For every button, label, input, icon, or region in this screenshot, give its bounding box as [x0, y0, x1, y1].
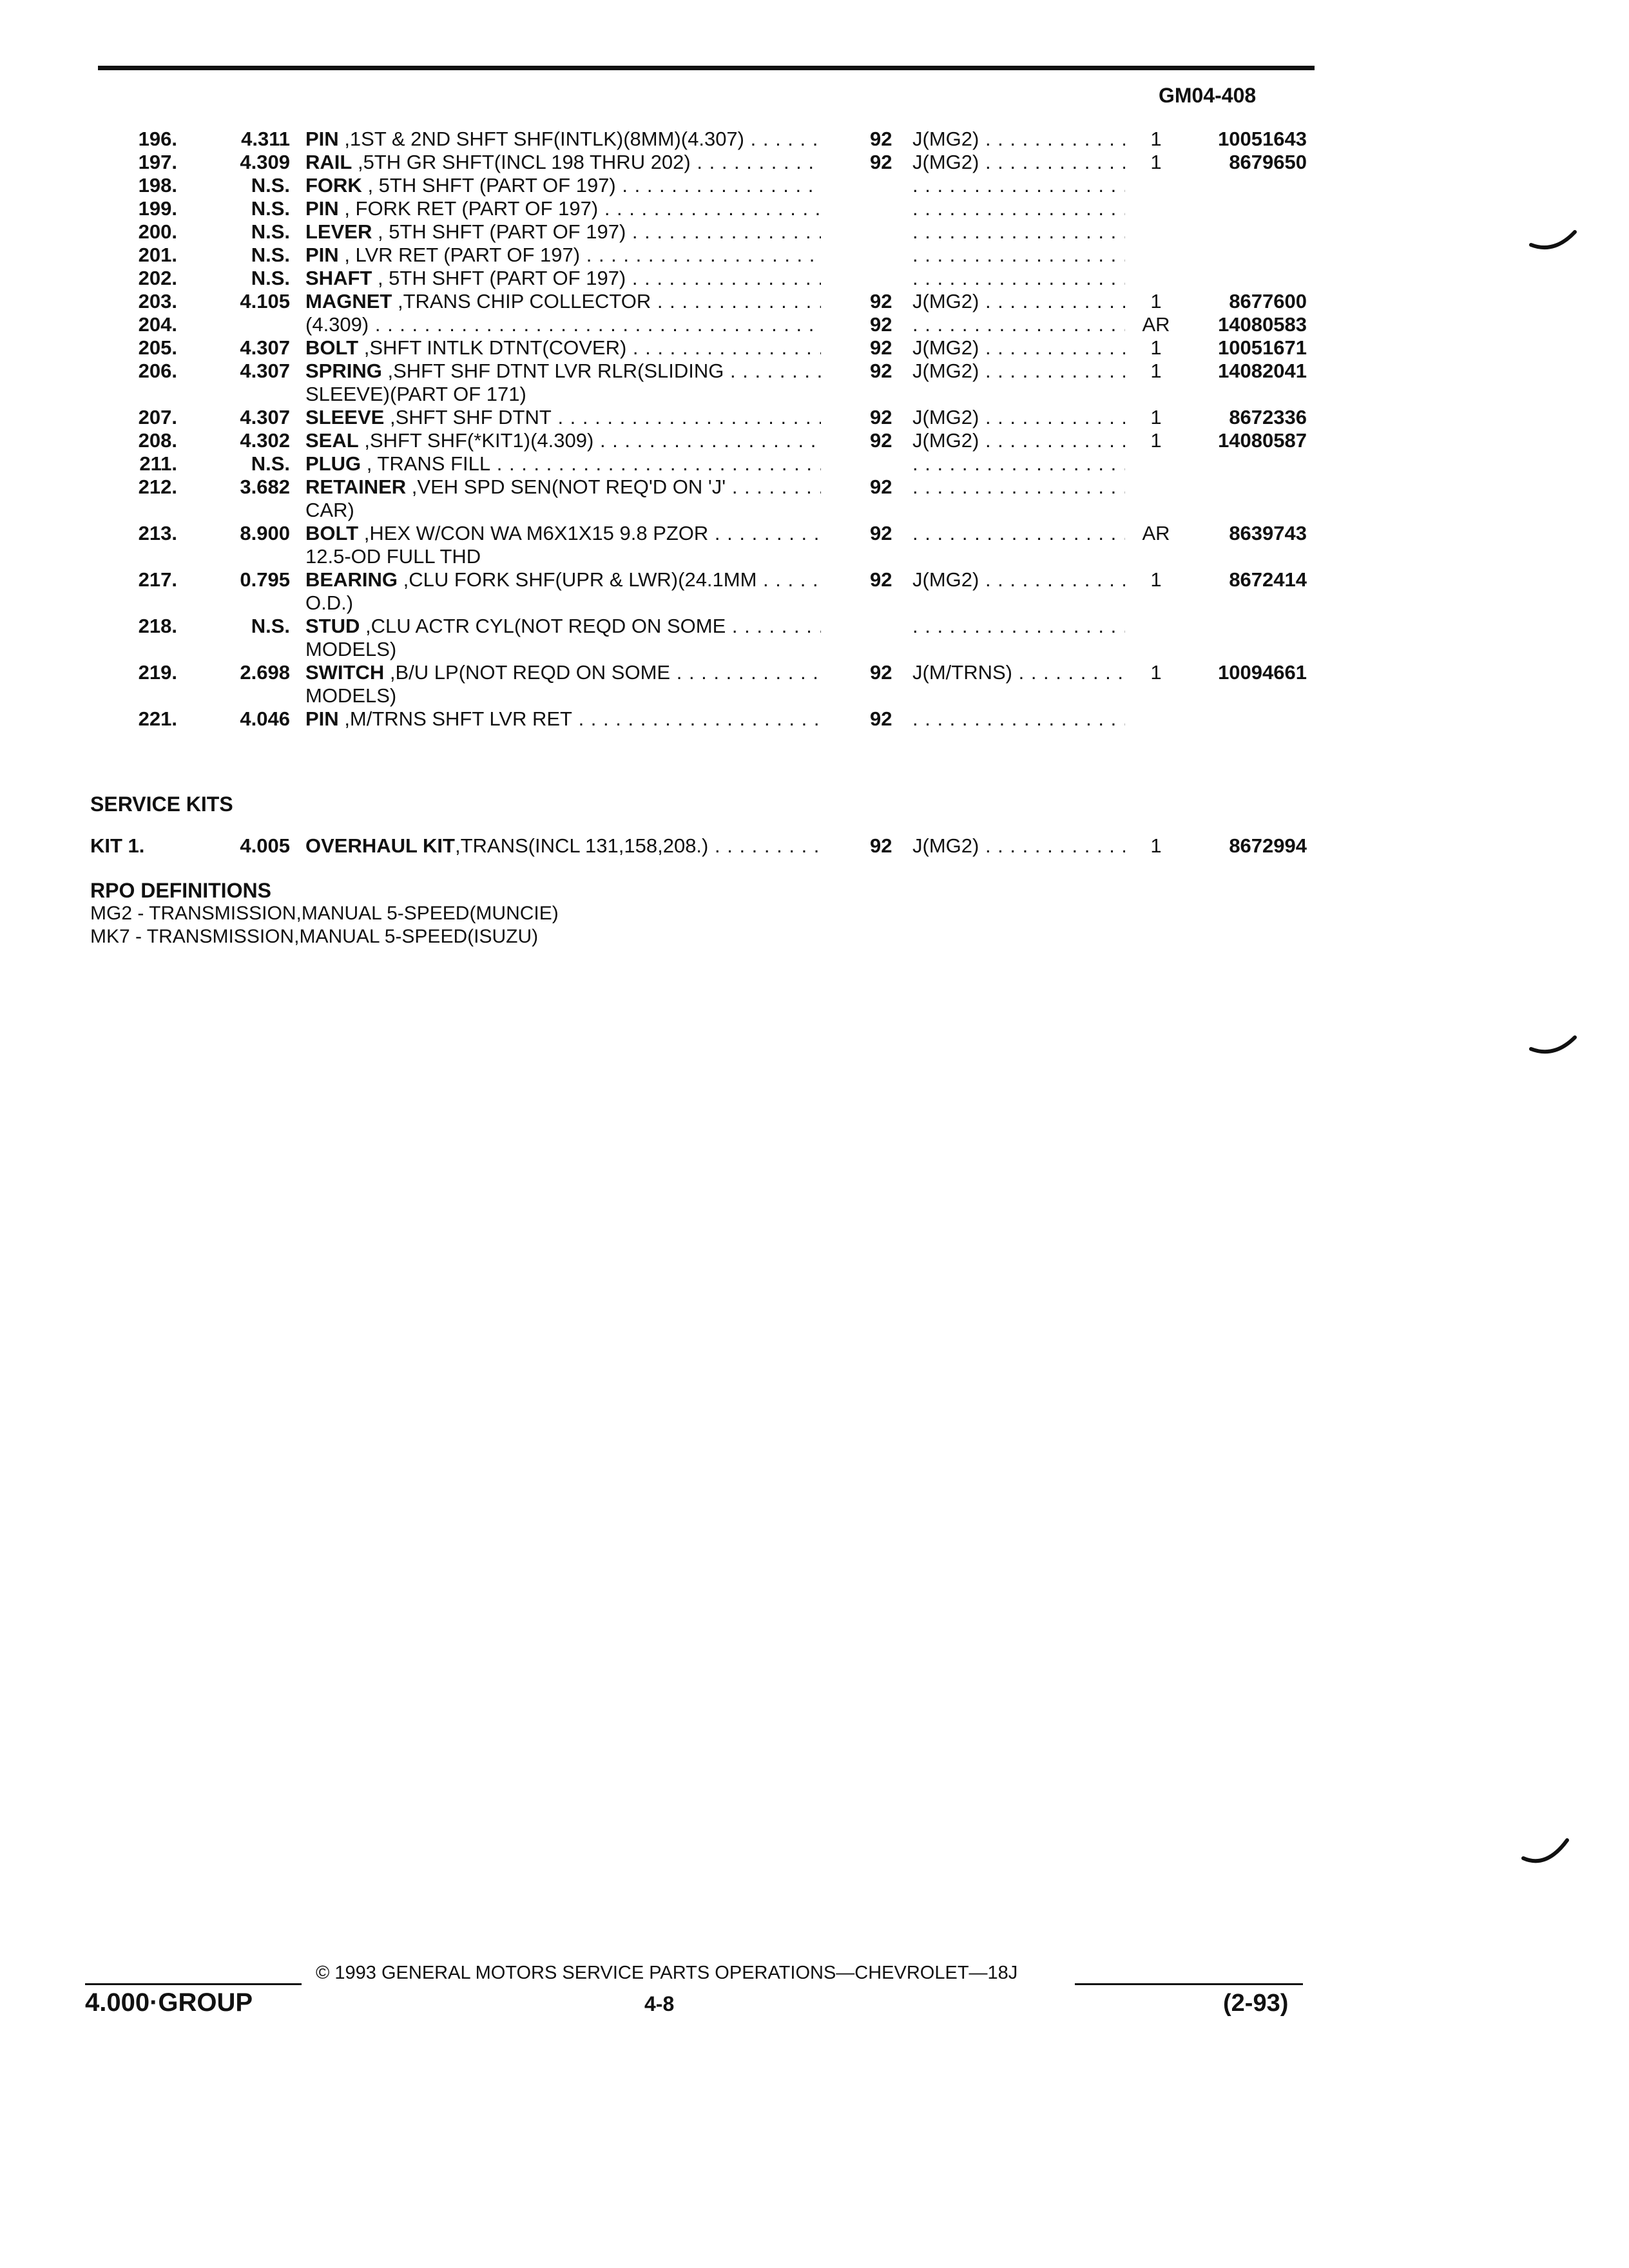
parts-row: [0, 290, 1353, 313]
quantity: AR: [1142, 313, 1170, 336]
model-year: 92: [870, 429, 892, 452]
part-name: PIN: [305, 707, 339, 730]
part-description: [305, 151, 821, 174]
model-year: 92: [870, 661, 892, 684]
model-code: [912, 522, 1125, 545]
parts-row: [0, 707, 1353, 731]
group-number: N.S.: [251, 174, 290, 197]
group-number: N.S.: [251, 220, 290, 243]
part-description: [305, 522, 821, 568]
group-number: 4.307: [240, 360, 290, 382]
part-description: [305, 568, 821, 615]
part-name: BOLT: [305, 336, 359, 359]
item-number: 196.: [138, 128, 177, 150]
part-desc-text: ,SHFT SHF DTNT: [389, 406, 552, 428]
model-code: J(MG2) . . .: [912, 429, 1125, 452]
model-code: J(MG2) . . .: [912, 128, 1125, 151]
part-desc-text: ,HEX W/CON WA M6X1X15 9.8 PZOR: [363, 522, 709, 544]
part-desc-text: (4.309): [305, 313, 369, 336]
group-number: N.S.: [251, 244, 290, 266]
group-number: 4.311: [241, 128, 290, 150]
part-desc-continuation: MODELS): [305, 684, 397, 707]
item-number: 202.: [138, 267, 177, 289]
quantity: 1: [1150, 568, 1162, 591]
kit-group-number: 4.005: [240, 834, 290, 857]
parts-row: [0, 429, 1353, 452]
kit-part-number: 8672994: [1229, 834, 1307, 857]
quantity: 1: [1150, 406, 1162, 428]
part-name: PIN: [305, 128, 339, 150]
model-code: [912, 452, 1125, 476]
part-desc-text: ,CLU ACTR CYL(NOT REQD ON SOME: [365, 615, 726, 637]
part-number: 14080583: [1218, 313, 1307, 336]
group-number: 4.046: [240, 707, 290, 730]
part-name: BEARING: [305, 568, 398, 591]
group-number: N.S.: [251, 615, 290, 637]
part-desc-text: ,CLU FORK SHF(UPR & LWR)(24.1MM: [403, 568, 757, 591]
model-code: [912, 220, 1125, 244]
part-description: [305, 267, 821, 290]
page-number: 4-8: [644, 1992, 675, 2015]
quantity: 1: [1150, 360, 1162, 382]
group-number: 4.307: [240, 336, 290, 359]
part-name: PLUG: [305, 452, 361, 475]
group-number: N.S.: [251, 267, 290, 289]
part-description: [305, 290, 821, 313]
item-number: 213.: [138, 522, 177, 544]
part-number: 8677600: [1229, 290, 1307, 312]
part-description: [305, 406, 821, 429]
part-description: [305, 360, 821, 406]
model-year: 92: [870, 406, 892, 428]
document-code: GM04-408: [1159, 84, 1257, 107]
part-name: PIN: [305, 197, 339, 220]
parts-row: [0, 313, 1353, 336]
part-number: 10051643: [1218, 128, 1307, 150]
parts-row: [0, 128, 1353, 151]
parts-row: [0, 220, 1353, 244]
model-code: [912, 313, 1125, 336]
part-description: [305, 220, 821, 244]
model-code: [912, 707, 1125, 731]
model-year: 92: [870, 568, 892, 591]
part-description: [305, 174, 821, 197]
model-code: J(MG2) . . .: [912, 360, 1125, 383]
part-desc-continuation: CAR): [305, 499, 354, 521]
part-desc-text: ,5TH GR SHFT(INCL 198 THRU 202): [357, 151, 691, 173]
part-desc-continuation: MODELS): [305, 638, 397, 660]
part-name: RAIL: [305, 151, 352, 173]
top-rule: [98, 66, 1315, 70]
part-name: SHAFT: [305, 267, 372, 289]
part-description: [305, 313, 821, 336]
model-code: J(MG2) . . .: [912, 406, 1125, 429]
part-desc-continuation: SLEEVE)(PART OF 171): [305, 383, 526, 405]
model-year: 92: [870, 707, 892, 730]
part-description: [305, 244, 821, 267]
item-number: 207.: [138, 406, 177, 428]
part-name: RETAINER: [305, 476, 407, 498]
part-desc-text: ,VEH SPD SEN(NOT REQ'D ON 'J': [411, 476, 726, 498]
part-name: SEAL: [305, 429, 359, 452]
group-number: N.S.: [251, 197, 290, 220]
part-name: PIN: [305, 244, 339, 266]
part-desc-text: , 5TH SHFT (PART OF 197): [367, 174, 616, 197]
model-year: 92: [870, 522, 892, 544]
item-number: 201.: [138, 244, 177, 266]
part-description: [305, 429, 821, 452]
model-code: [912, 615, 1125, 638]
parts-row: [0, 336, 1353, 360]
kit-label: KIT 1.: [90, 834, 145, 857]
item-number: 221.: [138, 707, 177, 730]
parts-row: [0, 568, 1353, 615]
kit-model: J(MG2) . . .: [912, 834, 1125, 858]
group-label: 4.000·GROUP: [85, 1988, 253, 2017]
parts-row: [0, 244, 1353, 267]
quantity: 1: [1150, 290, 1162, 312]
parts-row: [0, 452, 1353, 476]
part-number: 10094661: [1218, 661, 1307, 684]
parts-row: [0, 522, 1353, 568]
revision-date: (2-93): [1223, 1990, 1289, 2017]
model-year: 92: [870, 476, 892, 498]
rpo-definitions: [90, 902, 559, 948]
model-code: [912, 267, 1125, 290]
item-number: 198.: [138, 174, 177, 197]
item-number: 205.: [138, 336, 177, 359]
part-name: MAGNET: [305, 290, 392, 312]
group-number: N.S.: [251, 452, 290, 475]
parts-row: [0, 360, 1353, 406]
model-code: [912, 476, 1125, 499]
part-desc-text: , TRANS FILL: [366, 452, 491, 475]
part-name: SPRING: [305, 360, 382, 382]
parts-row: [0, 661, 1353, 707]
model-code: J(MG2) . . .: [912, 290, 1125, 313]
kit-description: [305, 834, 821, 858]
parts-row: [0, 476, 1353, 522]
quantity: 1: [1150, 661, 1162, 684]
part-description: [305, 615, 821, 661]
item-number: 208.: [138, 429, 177, 452]
model-year: 92: [870, 290, 892, 312]
footer-rule-right: [1075, 1983, 1303, 1985]
part-description: [305, 707, 821, 731]
item-number: 197.: [138, 151, 177, 173]
rpo-title: RPO DEFINITIONS: [90, 879, 271, 902]
model-year: 92: [870, 360, 892, 382]
binder-tab-mark-2: [1528, 1032, 1580, 1064]
rpo-line-mg2: MG2 - TRANSMISSION,MANUAL 5-SPEED(MUNCIE): [90, 903, 559, 924]
parts-row: [0, 197, 1353, 220]
part-description: [305, 476, 821, 522]
part-desc-text: ,SHFT SHF DTNT LVR RLR(SLIDING: [387, 360, 724, 382]
model-year: 92: [870, 128, 892, 150]
copyright-line: © 1993 GENERAL MOTORS SERVICE PARTS OPERATIONS—CHEVROLET—18J: [316, 1963, 1018, 1983]
part-number: 14080587: [1218, 429, 1307, 452]
quantity: AR: [1142, 522, 1170, 544]
quantity: 1: [1150, 151, 1162, 173]
model-code: J(MG2) . . .: [912, 336, 1125, 360]
group-number: 3.682: [240, 476, 290, 498]
parts-row: [0, 174, 1353, 197]
part-description: [305, 197, 821, 220]
part-name: SWITCH: [305, 661, 385, 684]
part-desc-text: ,SHFT SHF(*KIT1)(4.309): [364, 429, 594, 452]
part-desc-text: ,TRANS CHIP COLLECTOR: [397, 290, 651, 312]
item-number: 206.: [138, 360, 177, 382]
kit-desc-text: ,TRANS(INCL 131,158,208.): [454, 834, 709, 857]
item-number: 212.: [138, 476, 177, 498]
model-code: [912, 244, 1125, 267]
model-year: 92: [870, 313, 892, 336]
part-desc-text: , FORK RET (PART OF 197): [344, 197, 599, 220]
item-number: 211.: [139, 452, 177, 475]
item-number: 218.: [138, 615, 177, 637]
part-number: 14082041: [1218, 360, 1307, 382]
parts-row: [0, 406, 1353, 429]
part-description: [305, 661, 821, 707]
group-number: 2.698: [240, 661, 290, 684]
group-number: 0.795: [240, 568, 290, 591]
model-code: J(MG2) . . .: [912, 568, 1125, 591]
part-desc-text: , 5TH SHFT (PART OF 197): [377, 220, 626, 243]
model-code: J(MG2) . . .: [912, 151, 1125, 174]
quantity: 1: [1150, 429, 1162, 452]
part-description: [305, 336, 821, 360]
part-desc-text: , LVR RET (PART OF 197): [344, 244, 581, 266]
part-number: 8672336: [1229, 406, 1307, 428]
part-desc-continuation: 12.5-OD FULL THD: [305, 545, 481, 568]
kit-year: 92: [870, 834, 892, 857]
group-number: 4.105: [240, 290, 290, 312]
part-desc-text: ,1ST & 2ND SHFT SHF(INTLK)(8MM)(4.307): [344, 128, 744, 150]
part-number: 8679650: [1229, 151, 1307, 173]
item-number: 203.: [138, 290, 177, 312]
part-desc-continuation: O.D.): [305, 591, 354, 614]
quantity: 1: [1150, 336, 1162, 359]
part-desc-text: , 5TH SHFT (PART OF 197): [377, 267, 626, 289]
group-number: 4.302: [240, 429, 290, 452]
binder-tab-mark-3: [1521, 1836, 1572, 1875]
part-desc-text: ,B/U LP(NOT REQD ON SOME: [389, 661, 671, 684]
part-number: 10051671: [1218, 336, 1307, 359]
group-number: 8.900: [240, 522, 290, 544]
model-year: 92: [870, 336, 892, 359]
part-name: FORK: [305, 174, 362, 197]
parts-row: [0, 151, 1353, 174]
rpo-line-mk7: MK7 - TRANSMISSION,MANUAL 5-SPEED(ISUZU): [90, 926, 539, 947]
part-number: 8672414: [1229, 568, 1307, 591]
group-number: 4.307: [240, 406, 290, 428]
model-year: 92: [870, 151, 892, 173]
footer-rule-left: [85, 1983, 302, 1985]
item-number: 200.: [138, 220, 177, 243]
model-code: [912, 197, 1125, 220]
item-number: 217.: [138, 568, 177, 591]
kit-qty: 1: [1150, 834, 1162, 857]
part-name: STUD: [305, 615, 360, 637]
part-name: SLEEVE: [305, 406, 385, 428]
kit-name: OVERHAUL KIT: [305, 834, 455, 857]
parts-row: [0, 267, 1353, 290]
item-number: 199.: [138, 197, 177, 220]
quantity: 1: [1150, 128, 1162, 150]
service-kits-title: SERVICE KITS: [90, 793, 233, 816]
item-number: 204.: [138, 313, 177, 336]
binder-tab-mark-1: [1528, 227, 1580, 259]
part-name: BOLT: [305, 522, 359, 544]
part-name: LEVER: [305, 220, 372, 243]
part-description: [305, 128, 821, 151]
part-number: 8639743: [1229, 522, 1307, 544]
part-desc-text: ,SHFT INTLK DTNT(COVER): [363, 336, 627, 359]
parts-row: [0, 615, 1353, 661]
model-code: [912, 174, 1125, 197]
item-number: 219.: [138, 661, 177, 684]
model-code: J(M/TRNS) . . .: [912, 661, 1125, 684]
group-number: 4.309: [240, 151, 290, 173]
part-description: [305, 452, 821, 476]
part-desc-text: ,M/TRNS SHFT LVR RET: [344, 707, 572, 730]
